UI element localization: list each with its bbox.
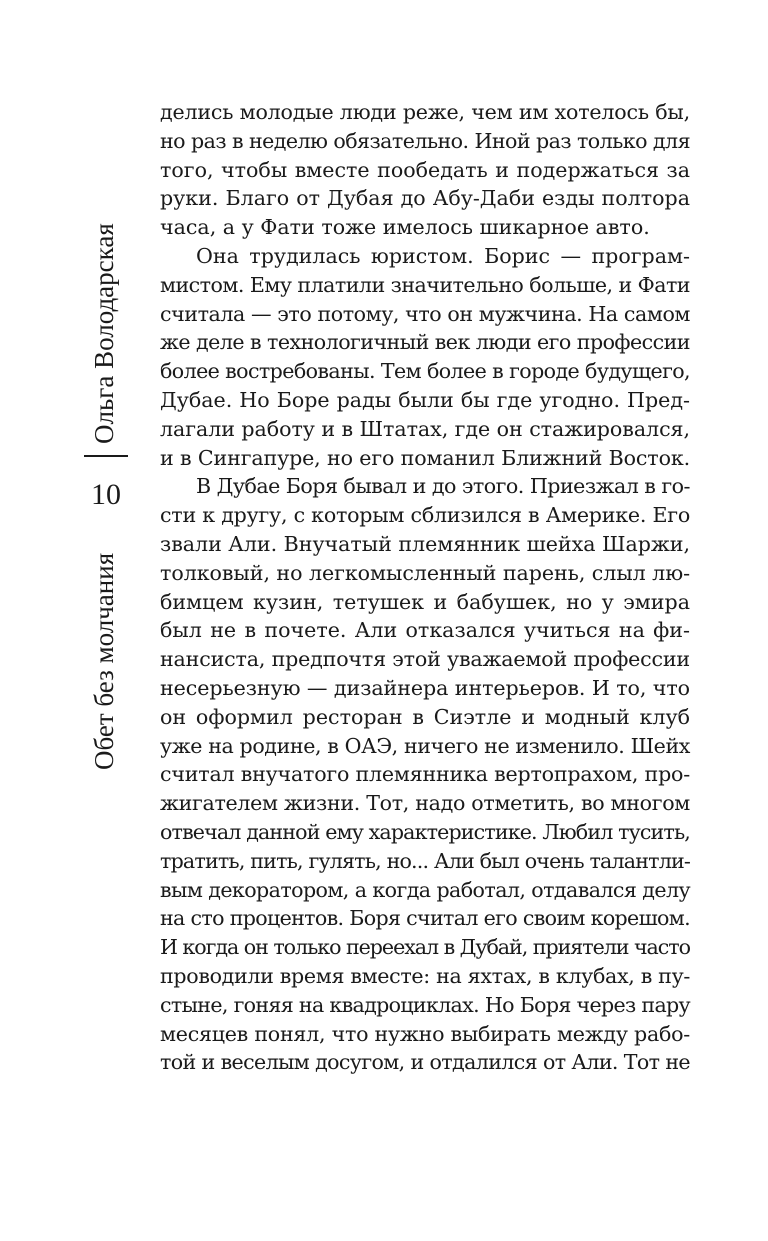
text-line: тратить, пить, гулять, но... Али был очень талантли- <box>160 848 690 873</box>
text-line: стыне, гоняя на квадроциклах. Но Боря через пару <box>160 992 690 1017</box>
text-line: часа, а у Фати тоже имелось шикарное авто. <box>160 215 650 240</box>
text-line: Она трудилась юристом. Борис — програм- <box>196 243 690 268</box>
text-line: бимцем кузин, тетушек и бабушек, но у эмира <box>160 589 690 614</box>
running-head-divider <box>84 455 128 457</box>
running-head-author: Ольга Володарская <box>89 223 119 444</box>
text-line: И когда он только переехал в Дубай, приятели часто <box>160 935 690 960</box>
text-line: делись молодые люди реже, чем им хотелось бы, <box>160 100 690 124</box>
text-line: отвечал данной ему характеристике. Любил тусить, <box>160 819 690 844</box>
text-line: считал внучатого племянника вертопрахом, про- <box>160 762 690 787</box>
text-line: но раз в неделю обязательно. Иной раз только для <box>160 128 690 153</box>
text-line: считала — это потому, что он мужчина. На самом <box>160 301 690 326</box>
text-line: Дубае. Но Боре рады были бы где угодно. Пред- <box>160 387 690 412</box>
text-line: месяцев понял, что нужно выбирать между рабо- <box>160 1021 690 1046</box>
text-line: руки. Благо от Дубая до Абу-Даби езды полтора <box>160 186 690 211</box>
text-line: уже на родине, в ОАЭ, ничего не изменило. Шейх <box>160 733 690 758</box>
text-line: и в Сингапуре, но его поманил Ближний Восток. <box>160 445 690 470</box>
text-line: толковый, но легкомысленный парень, слыл лю- <box>160 560 690 585</box>
text-line: же деле в технологичный век люди его профессии <box>160 330 690 355</box>
page-number: 10 <box>91 478 121 511</box>
text-line: нансиста, предпочтя этой уважаемой профессии <box>160 647 690 672</box>
text-line: был не в почете. Али отказался учиться на фи- <box>160 618 690 643</box>
text-line: вым декоратором, а когда работал, отдавался делу <box>160 877 690 902</box>
text-line: мистом. Ему платили значительно больше, и Фати <box>160 272 690 297</box>
text-line: той и веселым досугом, и отдалился от Али. Тот не <box>160 1050 690 1075</box>
text-line: сти к другу, с которым сблизился в Америке. Его <box>160 503 690 528</box>
text-line: более востребованы. Тем более в городе будущего, <box>160 359 690 384</box>
text-line: жигателем жизни. Тот, надо отметить, во многом <box>160 791 690 816</box>
text-line: проводили время вместе: на яхтах, в клубах, в пу- <box>160 963 690 988</box>
running-head-book-title: Обет без молчания <box>89 552 119 770</box>
text-line: того, чтобы вместе пообедать и подержаться за <box>160 157 690 182</box>
text-line: В Дубае Боря бывал и до этого. Приезжал в го- <box>196 474 690 499</box>
text-line: звали Али. Внучатый племянник шейха Шаржи, <box>160 531 690 556</box>
text-line: он оформил ресторан в Сиэтле и модный клуб <box>160 704 690 729</box>
body-text <box>160 98 690 1077</box>
text-line: на сто процентов. Боря считал его своим корешом. <box>160 906 690 931</box>
text-line: несерьезную — дизайнера интерьеров. И то, что <box>160 675 690 700</box>
text-line: лагали работу и в Штатах, где он стажировался, <box>160 416 690 441</box>
